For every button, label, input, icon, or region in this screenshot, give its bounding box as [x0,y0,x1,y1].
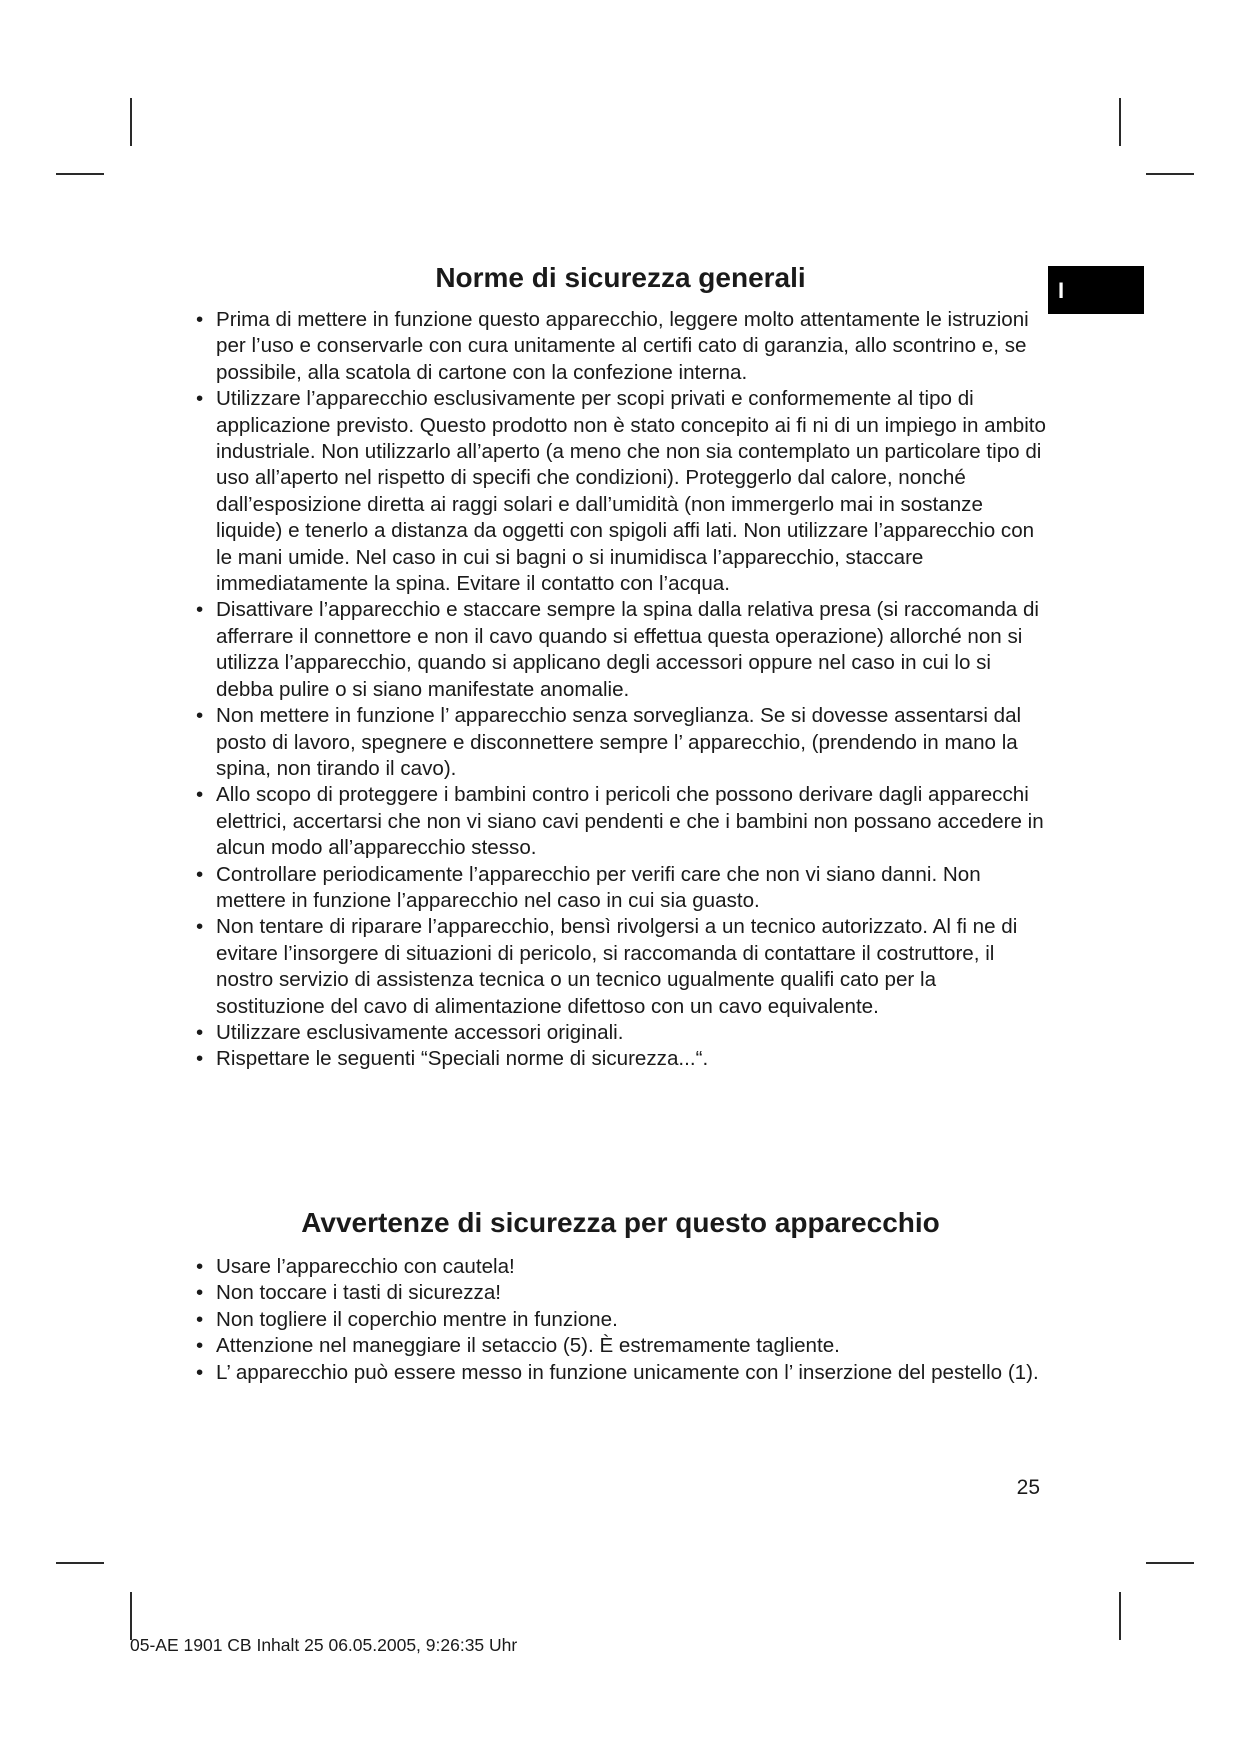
list-item-text: Disattivare l’apparecchio e staccare sempre la spina dalla relativa presa (si raccomanda di afferrare il connettore e non il cavo quando si effettua questa operazione) allorché non si utilizza l’apparecchio, quando si applicano degli accessori oppure nel caso in cui lo si debba pulire o si siano manifestate anomalie. [216,598,1039,701]
list-item-text: L’ apparecchio può essere messo in funzione unicamente con l’ inserzione del pestello (1). [216,1360,1039,1384]
bullet-icon: • [196,598,204,622]
list-item [196,1280,1046,1306]
list-item [196,1046,1046,1072]
list-item-text: Rispettare le seguenti “Speciali norme di sicurezza...“. [216,1047,709,1071]
list-item-text: Non tentare di riparare l’apparecchio, bensì rivolgersi a un tecnico autorizzato. Al fi ne di evitare l’insorgere di situazioni di pericolo, si raccomanda di contattare il costruttore, il nostro servizio di assistenza tecnica o un tecnico ugualmente qualifi cato per la sostituzione del cavo di alimentazione difettoso con un cavo equivalente. [216,915,1018,1018]
list-item [196,703,1046,782]
list-item-text: Non mettere in funzione l’ apparecchio senza sorveglianza. Se si dovesse assentarsi dal posto di lavoro, spegnere e disconnettere sempre l’ apparecchio, (prendendo in mano la spina, non tirando il cavo). [216,704,1022,780]
bullet-icon: • [196,704,204,728]
crop-mark-top-left-vertical [130,98,132,146]
list-item-text: Attenzione nel maneggiare il setaccio (5). È estremamente tagliente. [216,1334,840,1358]
page-number: 25 [1016,1476,1040,1499]
bullet-icon: • [196,387,204,411]
crop-mark-bottom-right-horizontal [1146,1562,1194,1564]
bullet-icon: • [196,1255,204,1278]
appliance-warnings-list [196,1254,1046,1386]
list-item [196,1307,1046,1333]
general-safety-list [196,307,1046,1073]
print-footer: 05-AE 1901 CB Inhalt 25 06.05.2005, 9:26:35 Uhr [130,1635,518,1655]
list-item [196,1360,1046,1386]
section-title-general-safety: Norme di sicurezza generali [435,262,806,293]
section-title-appliance-warnings: Avvertenze di sicurezza per questo apparecchio [301,1207,940,1238]
crop-mark-bottom-right-vertical [1119,1592,1121,1640]
bullet-icon: • [196,1307,204,1331]
crop-mark-bottom-left-vertical [130,1592,132,1640]
crop-mark-bottom-left-horizontal [56,1562,104,1564]
bullet-icon: • [196,308,204,331]
crop-mark-top-right-horizontal [1146,173,1194,175]
list-item [196,307,1046,386]
language-tab: I [1048,266,1144,314]
bullet-icon: • [196,1360,204,1384]
bullet-icon: • [196,1047,204,1071]
list-item-text: Prima di mettere in funzione questo apparecchio, leggere molto attentamente le istruzioni per l’uso e conservarle con cura unitamente al certifi cato di garanzia, allo scontrino e, se possibile, alla scatola di cartone con la confezione interna. [216,308,1029,384]
list-item-text: Utilizzare esclusivamente accessori originali. [216,1020,624,1044]
crop-mark-top-right-vertical [1119,98,1121,146]
bullet-icon: • [196,862,204,886]
list-item [196,1333,1046,1359]
list-item [196,597,1046,703]
list-item-text: Allo scopo di proteggere i bambini contro i pericoli che possono derivare dagli apparecchi elettrici, accertarsi che non vi siano cavi pendenti e che i bambini non possano accedere in alcun modo all’apparecchio stesso. [216,783,1044,860]
list-item-text: Non toccare i tasti di sicurezza! [216,1281,501,1305]
list-item-text: Utilizzare l’apparecchio esclusivamente per scopi privati e conformemente al tipo di applicazione previsto. Questo prodotto non è stato concepito ai fi ni di un impiego in ambito industriale. Non utilizzarlo all’aperto (a meno che non sia contemplato un particolare tipo di uso all’aperto nel rispetto di specifi che condizioni). Proteggerlo dal calore, nonché dall’esposizione diretta ai raggi solari e dall’umidità (non immergerlo mai in sostanze liquide) e tenerlo a distanza da oggetti con spigoli affi lati. Non utilizzare l’apparecchio con le mani umide. Nel caso in cui si bagni o si inumidisca l’apparecchio, staccare immediatamente la spina. Evitare il contatto con l’acqua. [216,387,1046,596]
list-item-text: Non togliere il coperchio mentre in funzione. [216,1307,618,1331]
list-item [196,914,1046,1020]
list-item [196,782,1046,861]
list-item-text: Usare l’apparecchio con cautela! [216,1255,515,1278]
bullet-icon: • [196,915,204,939]
bullet-icon: • [196,1020,204,1044]
list-item [196,1020,1046,1046]
list-item [196,386,1046,597]
bullet-icon: • [196,783,204,807]
list-item [196,1254,1046,1280]
crop-mark-top-left-horizontal [56,173,104,175]
bullet-icon: • [196,1334,204,1358]
list-item-text: Controllare periodicamente l’apparecchio per verifi care che non vi siano danni. Non mettere in funzione l’apparecchio nel caso in cui sia guasto. [216,862,981,912]
bullet-icon: • [196,1281,204,1305]
list-item [196,862,1046,915]
